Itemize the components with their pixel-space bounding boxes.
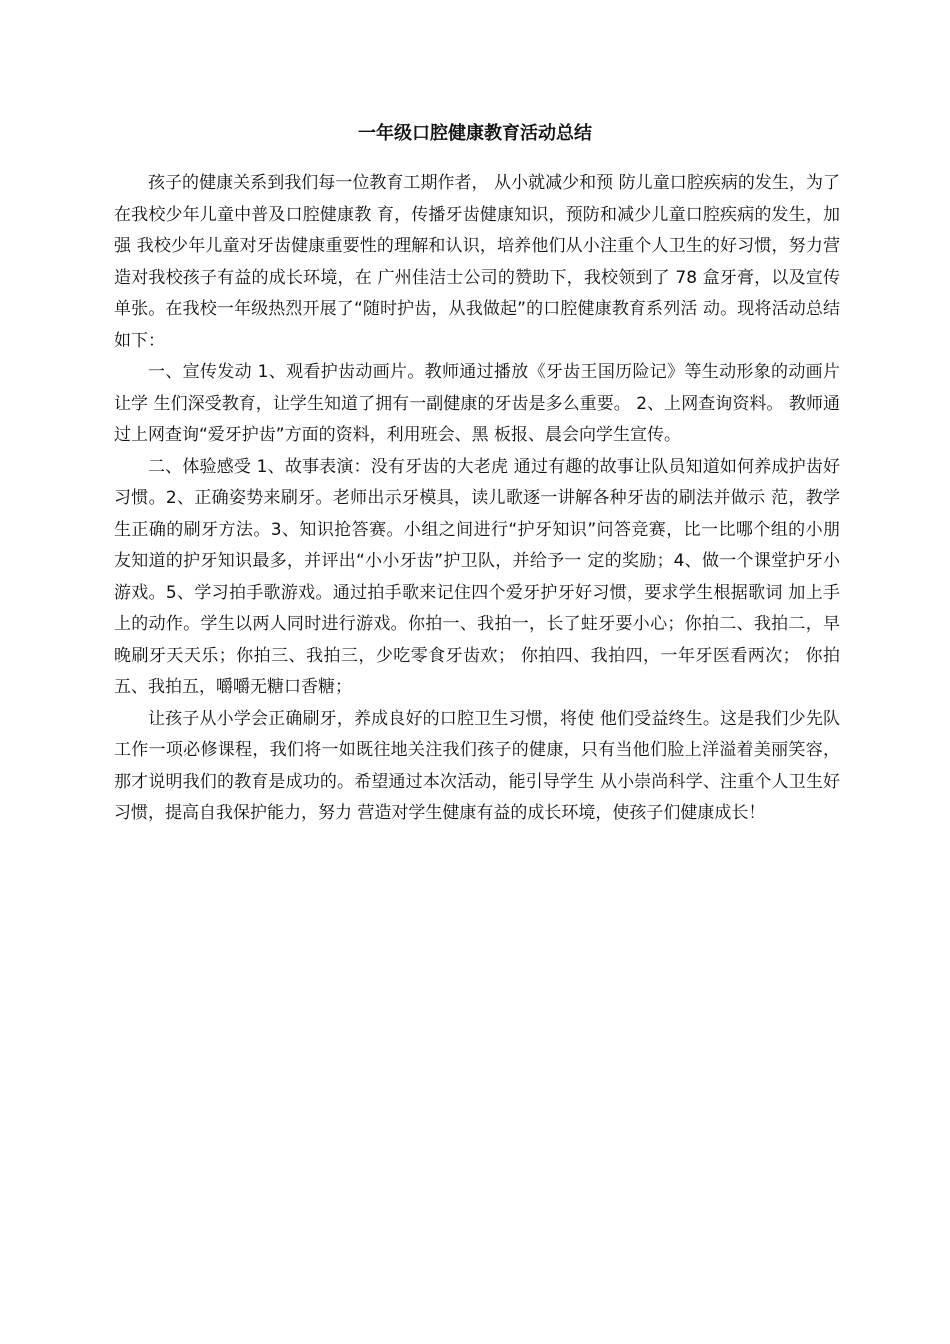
document-title: 一年级口腔健康教育活动总结 — [358, 123, 592, 144]
paragraph-section-2: 二、体验感受 1、故事表演：没有牙齿的大老虎 通过有趣的故事让队员知道如何养成护齿好习惯。2、正确姿势来刷牙。老师出示牙模具，读儿歌逐一讲解各种牙齿的刷法并做示 范，教学生正确的刷牙方法。3、知识抢答赛。小组之间进行“护牙知识”问答竞赛，比一比哪个组的小朋 友知道的护牙知识最多，并评出“小小牙齿”护卫队，并给予一 定的奖励；4、做一个课堂护牙小游戏。5、学习拍手歌游戏。通过拍手歌来记住四个爱牙护牙好习惯，要求学生根据歌词 加上手上的动作。学生以两人同时进行游戏。你拍一、我拍一，长了蛀牙要小心；你拍二、我拍二，早晚刷牙天天乐；你拍三、我拍三，少吃零食牙齿欢； 你拍四、我拍四，一年牙医看两次； 你拍五、我拍五，嚼嚼无糖口香糖； — [114, 456, 840, 697]
paragraph-intro: 孩子的健康关系到我们每一位教育工期作者， 从小就减少和预 防儿童口腔疾病的发生，为了在我校少年儿童中普及口腔健康教 育，传播牙齿健康知识，预防和减少儿童口腔疾病的发生，加强 我校少年儿童对牙齿健康重要性的理解和认识，培养他们从小注重个人卫生的好习惯，努力营造对我校孩子有益的成长环境，在 广州佳洁士公司的赞助下，我校领到了 78 盒牙膏，以及宣传单张。在我校一年级热烈开展了“随时护齿，从我做起”的口腔健康教育系列活 动。现将活动总结如下： — [114, 173, 840, 351]
paragraph-conclusion: 让孩子从小学会正确刷牙，养成良好的口腔卫生习惯，将使 他们受益终生。这是我们少先队工作一项必修课程，我们将一如既往地关注我们孩子的健康，只有当他们脸上洋溢着美丽笑容，那才说明我们的教育是成功的。希望通过本次活动，能引导学生 从小崇尚科学、注重个人卫生好习惯，提高自我保护能力，努力 营造对学生健康有益的成长环境，使孩子们健康成长！ — [114, 708, 840, 823]
paragraph-section-1: 一、宣传发动 1、观看护齿动画片。教师通过播放《牙齿王国历险记》等生动形象的动画片让学 生们深受教育，让学生知道了拥有一副健康的牙齿是多么重要。 2、上网查询资料。 教师通过上网查询“爱牙护齿”方面的资料，利用班会、黑 板报、晨会向学生宣传。 — [114, 362, 840, 445]
document-body — [114, 168, 840, 830]
